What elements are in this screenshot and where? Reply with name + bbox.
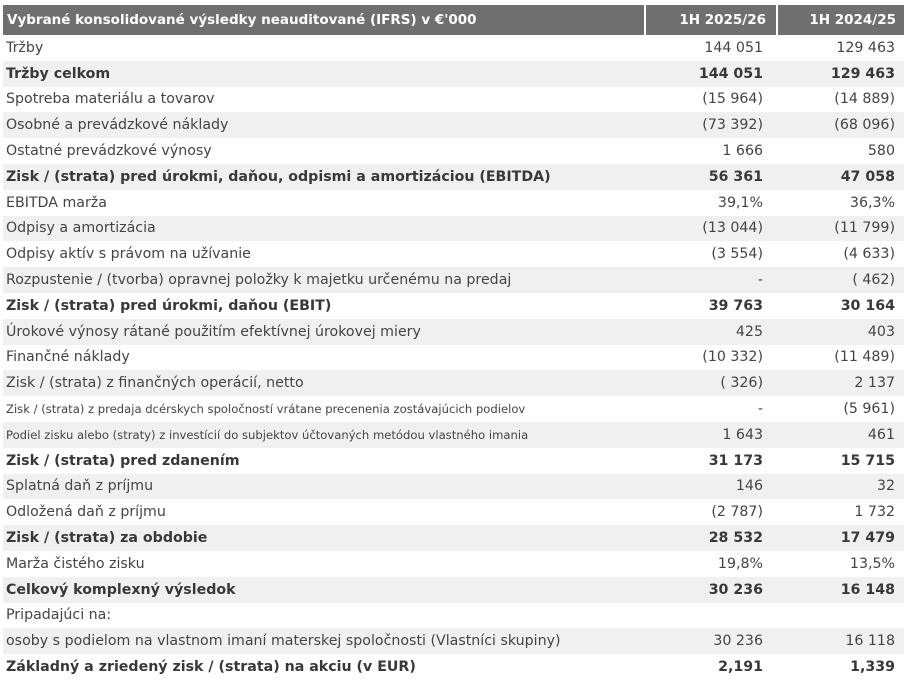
table-row bbox=[3, 35, 904, 61]
row-label: osoby s podielom na vlastnom imaní materskej spoločnosti (Vlastníci skupiny) bbox=[3, 628, 645, 654]
value-prior-period bbox=[777, 603, 904, 629]
table-row bbox=[3, 241, 904, 267]
row-label: Ostatné prevádzkové výnosy bbox=[6, 143, 212, 160]
table-header-row bbox=[3, 5, 904, 35]
row-label: Finančné náklady bbox=[6, 349, 130, 366]
table-row bbox=[3, 293, 904, 319]
value-current-period: 31 173 bbox=[708, 452, 763, 469]
value-prior-period: (11 489) bbox=[834, 349, 895, 366]
column-header-current-period: 1H 2025/26 bbox=[645, 5, 777, 35]
table-row bbox=[3, 525, 904, 551]
row-label: Tržby celkom bbox=[3, 61, 645, 87]
table-row bbox=[3, 190, 904, 216]
value-prior-period: (5 961) bbox=[843, 401, 895, 418]
financial-results-table bbox=[3, 5, 904, 680]
table-row bbox=[3, 551, 904, 577]
value-current-period: 28 532 bbox=[645, 525, 777, 551]
row-label: Rozpustenie / (tvorba) opravnej položky k majetku určenému na predaj bbox=[3, 267, 645, 293]
value-prior-period: ( 462) bbox=[777, 267, 904, 293]
table-title: Vybrané konsolidované výsledky neauditované (IFRS) v €'000 bbox=[3, 5, 645, 35]
value-prior-period: 47 058 bbox=[777, 164, 904, 190]
value-prior-period: 1,339 bbox=[850, 659, 895, 676]
table-body bbox=[3, 35, 904, 680]
row-label: Zisk / (strata) pred úrokmi, daňou, odpismi a amortizáciou (EBITDA) bbox=[3, 164, 645, 190]
value-current-period: (73 392) bbox=[645, 112, 777, 138]
value-prior-period: 580 bbox=[867, 143, 895, 160]
value-prior-period: 129 463 bbox=[777, 61, 904, 87]
table-row bbox=[3, 138, 904, 164]
value-prior-period: 32 bbox=[777, 474, 904, 500]
value-current-period: (3 554) bbox=[711, 246, 763, 263]
row-label: Splatná daň z príjmu bbox=[3, 474, 645, 500]
value-current-period: 1 666 bbox=[722, 143, 763, 160]
value-current-period: 144 051 bbox=[704, 39, 763, 56]
row-label: Základný a zriedený zisk / (strata) na akciu (v EUR) bbox=[6, 659, 416, 676]
row-label: Zisk / (strata) z finančných operácií, netto bbox=[3, 370, 645, 396]
value-current-period: ( 326) bbox=[645, 370, 777, 396]
table-row bbox=[3, 396, 904, 422]
table-row bbox=[3, 628, 904, 654]
row-label: Úrokové výnosy rátané použitím efektívnej úrokovej miery bbox=[3, 319, 645, 345]
row-label: Marža čistého zisku bbox=[6, 555, 145, 572]
table-row bbox=[3, 87, 904, 113]
row-label: Spotreba materiálu a tovarov bbox=[6, 91, 215, 108]
table-row bbox=[3, 267, 904, 293]
value-prior-period: 403 bbox=[777, 319, 904, 345]
value-prior-period: 129 463 bbox=[836, 39, 895, 56]
value-current-period: 39,1% bbox=[717, 194, 763, 211]
value-current-period: 39 763 bbox=[708, 297, 763, 314]
row-label: Pripadajúci na: bbox=[6, 607, 112, 624]
value-prior-period: 16 148 bbox=[777, 577, 904, 603]
table-row bbox=[3, 61, 904, 87]
value-prior-period: 2 137 bbox=[777, 370, 904, 396]
value-prior-period: 30 164 bbox=[840, 297, 895, 314]
table-row bbox=[3, 577, 904, 603]
value-current-period: (10 332) bbox=[702, 349, 763, 366]
table-row bbox=[3, 499, 904, 525]
table-row bbox=[3, 448, 904, 474]
row-label: Zisk / (strata) za obdobie bbox=[3, 525, 645, 551]
row-label: Celkový komplexný výsledok bbox=[3, 577, 645, 603]
column-header-prior-period: 1H 2024/25 bbox=[777, 5, 904, 35]
row-label: EBITDA marža bbox=[6, 194, 107, 211]
value-prior-period: 15 715 bbox=[840, 452, 895, 469]
value-prior-period: (4 633) bbox=[843, 246, 895, 263]
row-label: Podiel zisku alebo (straty) z investícií do subjektov účtovaných metódou vlastného imania bbox=[3, 422, 645, 448]
value-current-period bbox=[645, 603, 777, 629]
value-current-period: - bbox=[757, 401, 763, 418]
row-label: Zisk / (strata) pred zdanením bbox=[6, 452, 240, 469]
value-current-period: 30 236 bbox=[645, 577, 777, 603]
value-current-period: 144 051 bbox=[645, 61, 777, 87]
table-row bbox=[3, 370, 904, 396]
value-prior-period: (68 096) bbox=[777, 112, 904, 138]
value-current-period: (13 044) bbox=[645, 216, 777, 242]
value-current-period: - bbox=[645, 267, 777, 293]
table-row bbox=[3, 345, 904, 371]
table-row bbox=[3, 422, 904, 448]
value-current-period: (2 787) bbox=[711, 504, 763, 521]
table-row bbox=[3, 474, 904, 500]
value-current-period: 425 bbox=[645, 319, 777, 345]
value-prior-period: 461 bbox=[777, 422, 904, 448]
value-prior-period: 13,5% bbox=[849, 555, 895, 572]
value-current-period: 56 361 bbox=[645, 164, 777, 190]
value-prior-period: 1 732 bbox=[854, 504, 895, 521]
value-current-period: (15 964) bbox=[702, 91, 763, 108]
value-prior-period: 36,3% bbox=[849, 194, 895, 211]
table-row bbox=[3, 654, 904, 680]
value-current-period: 30 236 bbox=[645, 628, 777, 654]
table-row bbox=[3, 112, 904, 138]
row-label: Odpisy aktív s právom na užívanie bbox=[6, 246, 251, 263]
value-current-period: 1 643 bbox=[645, 422, 777, 448]
table-row bbox=[3, 603, 904, 629]
value-prior-period: 16 118 bbox=[777, 628, 904, 654]
value-current-period: 2,191 bbox=[718, 659, 763, 676]
table-row bbox=[3, 216, 904, 242]
row-label: Tržby bbox=[6, 39, 44, 56]
value-prior-period: 17 479 bbox=[777, 525, 904, 551]
table-row bbox=[3, 164, 904, 190]
value-current-period: 146 bbox=[645, 474, 777, 500]
value-prior-period: (11 799) bbox=[777, 216, 904, 242]
row-label: Osobné a prevádzkové náklady bbox=[3, 112, 645, 138]
row-label: Zisk / (strata) z predaja dcérskych spoločností vrátane precenenia zostávajúcich podielov bbox=[6, 402, 526, 417]
row-label: Zisk / (strata) pred úrokmi, daňou (EBIT) bbox=[6, 297, 332, 314]
row-label: Odpisy a amortizácia bbox=[3, 216, 645, 242]
table-row bbox=[3, 319, 904, 345]
row-label: Odložená daň z príjmu bbox=[6, 504, 166, 521]
value-current-period: 19,8% bbox=[717, 555, 763, 572]
value-prior-period: (14 889) bbox=[834, 91, 895, 108]
